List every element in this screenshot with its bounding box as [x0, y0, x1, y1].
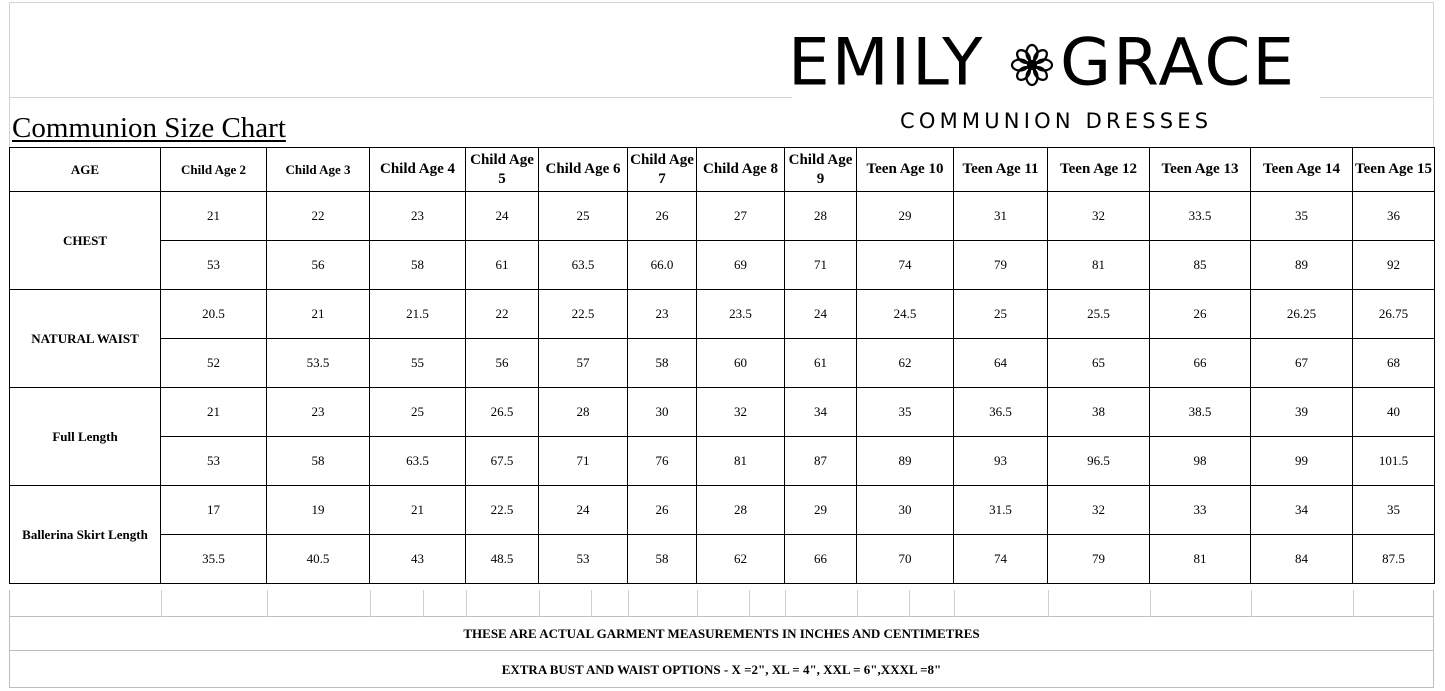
grid-line: [591, 590, 592, 617]
measurement-cell: 21: [161, 192, 267, 241]
measurement-cell: 53: [161, 241, 267, 290]
measurement-cell: 26: [628, 192, 697, 241]
brand-logo: [788, 24, 1328, 140]
measurement-cell: 61: [785, 339, 857, 388]
measurement-cell: 66: [785, 535, 857, 584]
extra-options-note: EXTRA BUST AND WAIST OPTIONS - X =2", XL = 4", XXL = 6",XXXL =8": [9, 651, 1434, 688]
measurement-cell: 35: [1251, 192, 1353, 241]
grid-line: [1150, 590, 1151, 617]
grid-line: [370, 590, 371, 617]
measurement-cell: 53: [539, 535, 628, 584]
measurement-cell: 32: [697, 388, 785, 437]
measurement-cell: 28: [697, 486, 785, 535]
column-header: Child Age 4: [370, 148, 466, 192]
column-header: Child Age 2: [161, 148, 267, 192]
measurement-cell: 23: [267, 388, 370, 437]
row-label: Full Length: [10, 388, 161, 486]
measurement-cell: 56: [267, 241, 370, 290]
measurement-cell: 28: [785, 192, 857, 241]
size-chart-table: [9, 147, 1435, 584]
measurement-cell: 67.5: [466, 437, 539, 486]
measurement-cell: 32: [1048, 486, 1150, 535]
column-header: Teen Age 13: [1150, 148, 1251, 192]
measurement-cell: 52: [161, 339, 267, 388]
measurement-cell: 67: [1251, 339, 1353, 388]
column-header: AGE: [10, 148, 161, 192]
measurement-cell: 25.5: [1048, 290, 1150, 339]
measurement-cell: 98: [1150, 437, 1251, 486]
logo-word-emily: EMILY: [788, 24, 985, 101]
measurement-cell: 30: [857, 486, 954, 535]
grid-line: [628, 590, 629, 617]
measurement-cell: 85: [1150, 241, 1251, 290]
measurement-cell: 23: [370, 192, 466, 241]
table-header-row: [10, 148, 1435, 192]
measurement-cell: 34: [1251, 486, 1353, 535]
column-header: Child Age 8: [697, 148, 785, 192]
measurement-cell: 17: [161, 486, 267, 535]
measurement-cell: 38.5: [1150, 388, 1251, 437]
measurement-cell: 26: [1150, 290, 1251, 339]
measurement-cell: 23: [628, 290, 697, 339]
table-row: [10, 535, 1435, 584]
flower-icon: [1010, 43, 1054, 87]
measurement-cell: 36.5: [954, 388, 1048, 437]
column-header: Teen Age 14: [1251, 148, 1353, 192]
chart-footer: [9, 590, 1434, 688]
measurement-cell: 79: [1048, 535, 1150, 584]
table-row: [10, 290, 1435, 339]
measurement-cell: 34: [785, 388, 857, 437]
measurement-cell: 76: [628, 437, 697, 486]
table-row: [10, 388, 1435, 437]
measurement-cell: 28: [539, 388, 628, 437]
measurement-cell: 99: [1251, 437, 1353, 486]
measurement-cell: 87.5: [1353, 535, 1435, 584]
grid-line: [697, 590, 698, 617]
row-label: Ballerina Skirt Length: [10, 486, 161, 584]
measurement-cell: 25: [370, 388, 466, 437]
measurement-cell: 24: [785, 290, 857, 339]
grid-line: [267, 590, 268, 617]
measurement-cell: 89: [857, 437, 954, 486]
measurement-cell: 74: [857, 241, 954, 290]
table-row: [10, 437, 1435, 486]
measurement-cell: 58: [370, 241, 466, 290]
column-header: Teen Age 10: [857, 148, 954, 192]
measurement-cell: 38: [1048, 388, 1150, 437]
measurement-cell: 21.5: [370, 290, 466, 339]
measurement-cell: 53.5: [267, 339, 370, 388]
blank-row: [9, 590, 1434, 617]
measurement-cell: 60: [697, 339, 785, 388]
column-header: Child Age 5: [466, 148, 539, 192]
measurement-cell: 101.5: [1353, 437, 1435, 486]
measurement-cell: 29: [857, 192, 954, 241]
measurement-cell: 31: [954, 192, 1048, 241]
grid-line: [9, 2, 1434, 3]
measurement-cell: 64: [954, 339, 1048, 388]
measurement-cell: 92: [1353, 241, 1435, 290]
measurement-cell: 79: [954, 241, 1048, 290]
measurement-cell: 53: [161, 437, 267, 486]
measurement-cell: 63.5: [370, 437, 466, 486]
measurement-cell: 65: [1048, 339, 1150, 388]
table-row: [10, 339, 1435, 388]
measurement-cell: 69: [697, 241, 785, 290]
measurement-cell: 87: [785, 437, 857, 486]
row-label: NATURAL WAIST: [10, 290, 161, 388]
measurement-cell: 36: [1353, 192, 1435, 241]
measurement-cell: 32: [1048, 192, 1150, 241]
measurement-cell: 24: [466, 192, 539, 241]
measurement-cell: 33.5: [1150, 192, 1251, 241]
measurement-cell: 57: [539, 339, 628, 388]
page-title: Communion Size Chart: [12, 112, 286, 144]
grid-line: [749, 590, 750, 617]
measurement-cell: 21: [370, 486, 466, 535]
measurement-cell: 68: [1353, 339, 1435, 388]
grid-line: [909, 590, 910, 617]
table-row: [10, 192, 1435, 241]
measurement-cell: 58: [267, 437, 370, 486]
measurement-cell: 48.5: [466, 535, 539, 584]
measurement-cell: 66.0: [628, 241, 697, 290]
logo-word-grace: GRACE: [1060, 24, 1297, 101]
measurement-cell: 93: [954, 437, 1048, 486]
grid-line: [857, 590, 858, 617]
logo-tagline: COMMUNION DRESSES: [900, 109, 1213, 133]
measurement-cell: 84: [1251, 535, 1353, 584]
measurement-cell: 24.5: [857, 290, 954, 339]
measurement-cell: 26: [628, 486, 697, 535]
measurement-cell: 23.5: [697, 290, 785, 339]
measurement-cell: 55: [370, 339, 466, 388]
measurement-cell: 39: [1251, 388, 1353, 437]
measurement-cell: 27: [697, 192, 785, 241]
measurement-cell: 21: [267, 290, 370, 339]
measurement-cell: 63.5: [539, 241, 628, 290]
measurement-cell: 61: [466, 241, 539, 290]
measurement-cell: 22.5: [466, 486, 539, 535]
measurement-cell: 26.75: [1353, 290, 1435, 339]
measurement-cell: 25: [539, 192, 628, 241]
measurement-cell: 71: [539, 437, 628, 486]
measurement-cell: 30: [628, 388, 697, 437]
measurement-cell: 56: [466, 339, 539, 388]
column-header: Child Age 6: [539, 148, 628, 192]
measurement-cell: 40: [1353, 388, 1435, 437]
measurement-cell: 81: [1048, 241, 1150, 290]
grid-line: [9, 97, 792, 98]
column-header: Child Age 7: [628, 148, 697, 192]
grid-line: [9, 2, 10, 147]
measurement-cell: 89: [1251, 241, 1353, 290]
logo-wordmark: [788, 24, 1328, 101]
grid-line: [1251, 590, 1252, 617]
table-row: [10, 241, 1435, 290]
measurement-cell: 26.25: [1251, 290, 1353, 339]
grid-line: [785, 590, 786, 617]
measurement-cell: 22: [466, 290, 539, 339]
measurement-cell: 62: [697, 535, 785, 584]
measurement-cell: 58: [628, 339, 697, 388]
measurement-cell: 33: [1150, 486, 1251, 535]
grid-line: [1320, 97, 1433, 98]
measurement-cell: 20.5: [161, 290, 267, 339]
column-header: Child Age 9: [785, 148, 857, 192]
grid-line: [1048, 590, 1049, 617]
measurement-cell: 31.5: [954, 486, 1048, 535]
measurement-cell: 70: [857, 535, 954, 584]
grid-line: [466, 590, 467, 617]
measurement-cell: 35: [1353, 486, 1435, 535]
row-label: CHEST: [10, 192, 161, 290]
grid-line: [161, 590, 162, 617]
grid-line: [1353, 590, 1354, 617]
measurement-cell: 71: [785, 241, 857, 290]
measurement-cell: 25: [954, 290, 1048, 339]
measurement-cell: 24: [539, 486, 628, 535]
measurement-cell: 58: [628, 535, 697, 584]
measurement-cell: 26.5: [466, 388, 539, 437]
measurement-cell: 81: [1150, 535, 1251, 584]
grid-line: [423, 590, 424, 617]
column-header: Teen Age 11: [954, 148, 1048, 192]
grid-line: [539, 590, 540, 617]
measurement-cell: 81: [697, 437, 785, 486]
measurement-note: THESE ARE ACTUAL GARMENT MEASUREMENTS IN INCHES AND CENTIMETRES: [9, 617, 1434, 651]
measurement-cell: 19: [267, 486, 370, 535]
table-row: [10, 486, 1435, 535]
measurement-cell: 43: [370, 535, 466, 584]
grid-line: [1433, 2, 1434, 147]
measurement-cell: 22.5: [539, 290, 628, 339]
measurement-cell: 62: [857, 339, 954, 388]
column-header: Teen Age 12: [1048, 148, 1150, 192]
measurement-cell: 66: [1150, 339, 1251, 388]
measurement-cell: 96.5: [1048, 437, 1150, 486]
measurement-cell: 29: [785, 486, 857, 535]
measurement-cell: 35: [857, 388, 954, 437]
measurement-cell: 22: [267, 192, 370, 241]
measurement-cell: 74: [954, 535, 1048, 584]
table-body: [10, 192, 1435, 584]
grid-line: [954, 590, 955, 617]
measurement-cell: 21: [161, 388, 267, 437]
measurement-cell: 35.5: [161, 535, 267, 584]
measurement-cell: 40.5: [267, 535, 370, 584]
column-header: Child Age 3: [267, 148, 370, 192]
column-header: Teen Age 15: [1353, 148, 1435, 192]
